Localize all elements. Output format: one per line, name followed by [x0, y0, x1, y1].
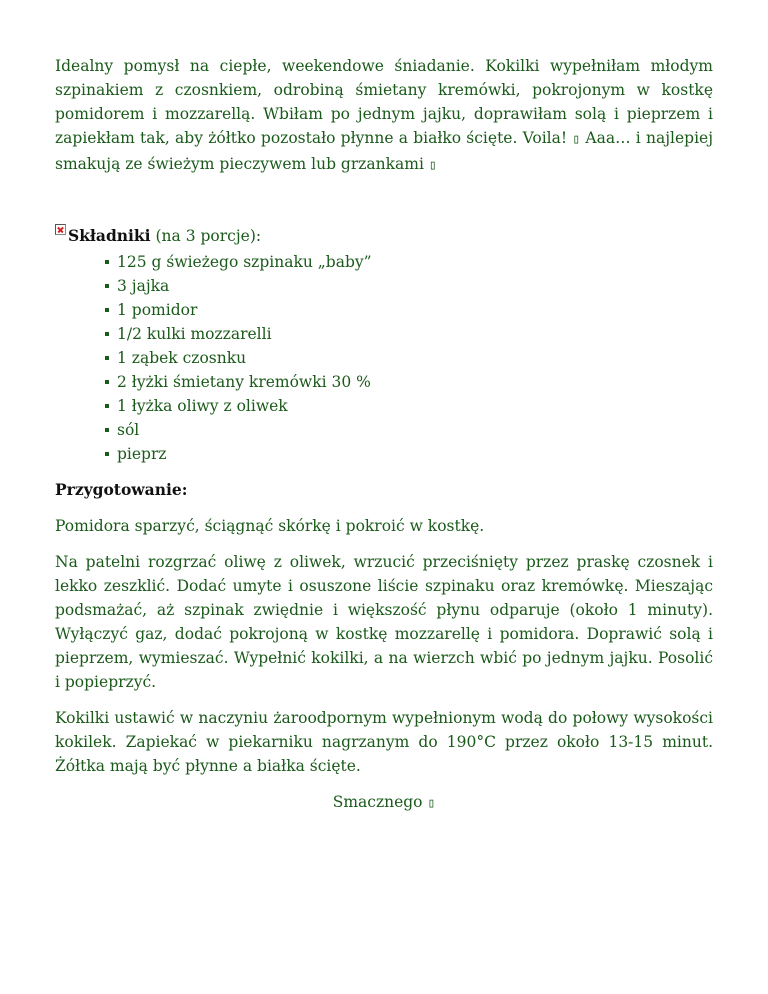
intro-paragraph: [55, 54, 713, 178]
missing-emoji-icon: ▯: [427, 796, 436, 811]
list-item: 3 jajka: [105, 274, 713, 298]
list-item: 125 g świeżego szpinaku „baby”: [105, 250, 713, 274]
list-item: 1 pomidor: [105, 298, 713, 322]
list-item: sól: [105, 418, 713, 442]
closing-text: Smacznego: [332, 793, 428, 811]
recipe-article: [55, 54, 713, 816]
list-item: 1 ząbek czosnku: [105, 346, 713, 370]
list-item: 1 łyżka oliwy z oliwek: [105, 394, 713, 418]
preparation-title: Przygotowanie:: [55, 480, 188, 499]
closing-line: [55, 790, 713, 816]
missing-emoji-icon: ▯: [572, 132, 581, 147]
ingredients-heading: [55, 224, 713, 248]
preparation-step: Na patelni rozgrzać oliwę z oliwek, wrzucić przeciśnięty przez praskę czosnek i lekko zeszklić. Dodać umyte i osuszone liście szpinaku oraz kremówkę. Mieszając podsmażać, aż szpinak zwiędnie i większość płynu odparuje (około 1 minuty). Wyłączyć gaz, dodać pokrojoną w kostkę mozzarellę i pomidora. Doprawić solą i pieprzem, wymieszać. Wypełnić kokilki, a na wierzch wbić po jednym jajku. Posolić i popieprzyć.: [55, 553, 713, 691]
ingredients-list: [55, 250, 713, 466]
preparation-step: Pomidora sparzyć, ściągnąć skórkę i pokroić w kostkę.: [55, 517, 485, 535]
list-item: pieprz: [105, 442, 713, 466]
list-item: 1/2 kulki mozzarelli: [105, 322, 713, 346]
list-item: 2 łyżki śmietany kremówki 30 %: [105, 370, 713, 394]
broken-image-icon: [55, 224, 66, 235]
missing-emoji-icon: ▯: [428, 158, 437, 173]
ingredients-title: Składniki: [68, 226, 151, 245]
intro-text-continued: Aaa… i najlepiej smakują ze świeżym pieczywem lub grzankami: [55, 129, 714, 173]
preparation-step: Kokilki ustawić w naczyniu żaroodpornym wypełnionym wodą do połowy wysokości kokilek. Zapiekać w piekarniku nagrzanym do 190°C przez około 13-15 minut. Żółtka mają być płynne a białka ścięte.: [55, 709, 713, 775]
ingredients-servings: (na 3 porcje):: [150, 227, 262, 245]
intro-text: Idealny pomysł na ciepłe, weekendowe śniadanie. Kokilki wypełniłam młodym szpinakiem z czosnkiem, odrobiną śmietany kremówki, pokrojonym w kostkę pomidorem i mozzarellą. Wbiłam po jednym jajku, doprawiłam solą i pieprzem i zapiekłam tak, aby żółtko pozostało płynne a białko ścięte. Voila!: [55, 57, 713, 147]
